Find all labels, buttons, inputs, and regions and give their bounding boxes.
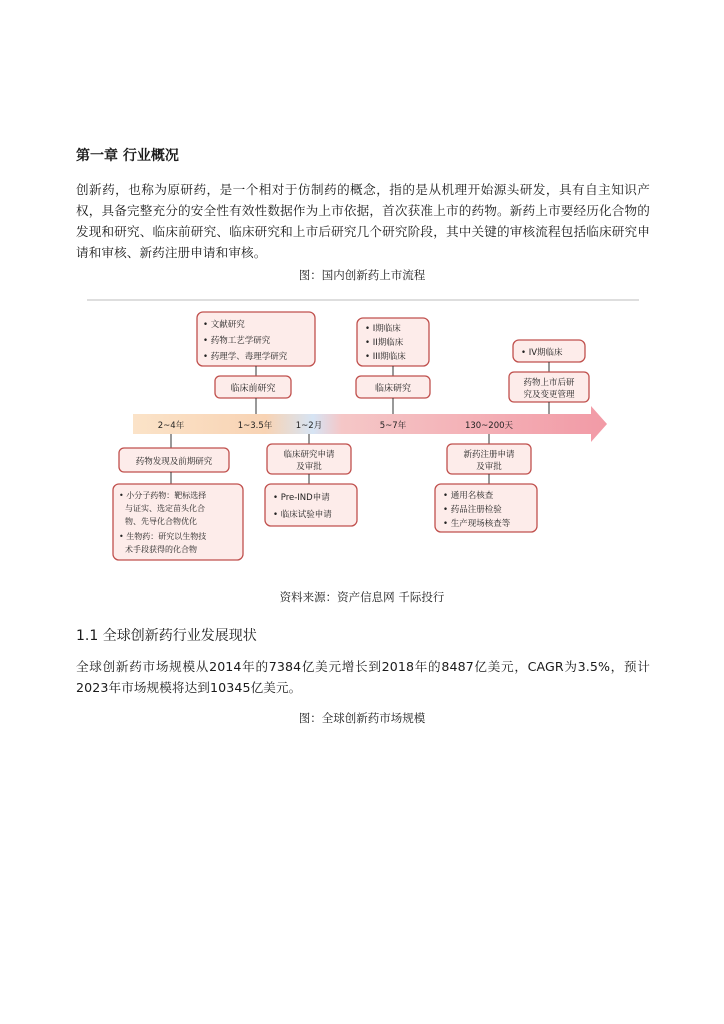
top-group-2-item-1: • I期临床 — [365, 324, 401, 334]
nda-detail-2: • 药品注册检验 — [443, 505, 502, 515]
stage-nda-line-1: 新药注册申请 — [463, 450, 515, 460]
top-group-3 — [509, 340, 589, 414]
bottom-group-2 — [265, 434, 357, 526]
stage-ind-line-2: 及审批 — [296, 462, 322, 472]
nda-detail-1: • 通用名核查 — [443, 491, 494, 501]
discovery-detail-5: 术手段获得的化合物 — [125, 545, 197, 554]
bottom-group-1 — [113, 434, 243, 560]
section-title: 1.1 全球创新药行业发展现状 — [76, 628, 257, 644]
top-group-1-item-2: • 药物工艺学研究 — [203, 336, 271, 346]
figure1-caption: 图：国内创新药上市流程 — [298, 268, 426, 282]
figure2-caption: 图：全球创新药市场规模 — [298, 711, 426, 725]
stage-preclinical: 临床前研究 — [230, 384, 276, 394]
stage-clinical: 临床研究 — [374, 384, 412, 394]
flow-diagram-svg — [85, 296, 641, 580]
top-group-3-item-1: • IV期临床 — [521, 348, 563, 358]
stage-nda-line-2: 及审批 — [476, 462, 502, 472]
discovery-detail-3: 物、先导化合物优化 — [125, 517, 197, 526]
timeline-label-5: 130~200天 — [464, 421, 514, 431]
timeline-arrow — [133, 406, 607, 442]
timeline-label-3: 1~2月 — [295, 421, 323, 431]
top-group-1-item-1: • 文献研究 — [203, 320, 245, 330]
section-paragraph: 全球创新药市场规模从2014年的7384亿美元增长到2018年的8487亿美元，CAGR为3.5%，预计2023年市场规模将达到10345亿美元。 — [76, 659, 650, 695]
figure1-source: 资料来源：资产信息网 千际投行 — [279, 590, 445, 604]
top-group-2-item-2: • II期临床 — [365, 338, 404, 348]
discovery-detail-1: • 小分子药物：靶标选择 — [119, 491, 207, 500]
bottom-group-3 — [435, 434, 537, 532]
discovery-detail-4: • 生物药：研究以生物技 — [119, 532, 207, 541]
top-group-2 — [356, 318, 430, 414]
ind-detail-1: • Pre-IND申请 — [273, 493, 330, 503]
intro-paragraph: 创新药，也称为原研药，是一个相对于仿制药的概念，指的是从机理开始源头研发，具有自主知识产权，具备完整充分的安全性有效性数据作为上市依据，首次获准上市的药物。新药上市要经历化合物的发现和研究、临床前研究、临床研究和上市后研究几个研究阶段，其中关键的审核流程包括临床研究申请和审核、新药注册申请和审核。 — [76, 182, 650, 260]
top-group-2-item-3: • III期临床 — [365, 352, 406, 362]
stage-post-market-line-2: 究及变更管理 — [523, 390, 575, 400]
stage-ind-line-1: 临床研究申请 — [283, 450, 335, 460]
timeline-label-2: 1~3.5年 — [237, 421, 273, 431]
timeline-label-4: 5~7年 — [379, 421, 407, 431]
chapter-title: 第一章 行业概况 — [76, 148, 179, 164]
stage-post-market-line-1: 药物上市后研 — [523, 378, 575, 388]
nda-detail-3: • 生产现场核查等 — [443, 519, 511, 529]
drug-approval-flow-diagram — [85, 296, 641, 580]
timeline-label-1: 2~4年 — [157, 421, 185, 431]
ind-detail-2: • 临床试验申请 — [273, 510, 332, 520]
stage-discovery: 药物发现及前期研究 — [135, 457, 213, 467]
top-group-1 — [197, 312, 315, 414]
discovery-detail-2: 与证实、选定苗头化合 — [125, 504, 205, 513]
top-group-1-item-3: • 药理学、毒理学研究 — [203, 352, 288, 362]
